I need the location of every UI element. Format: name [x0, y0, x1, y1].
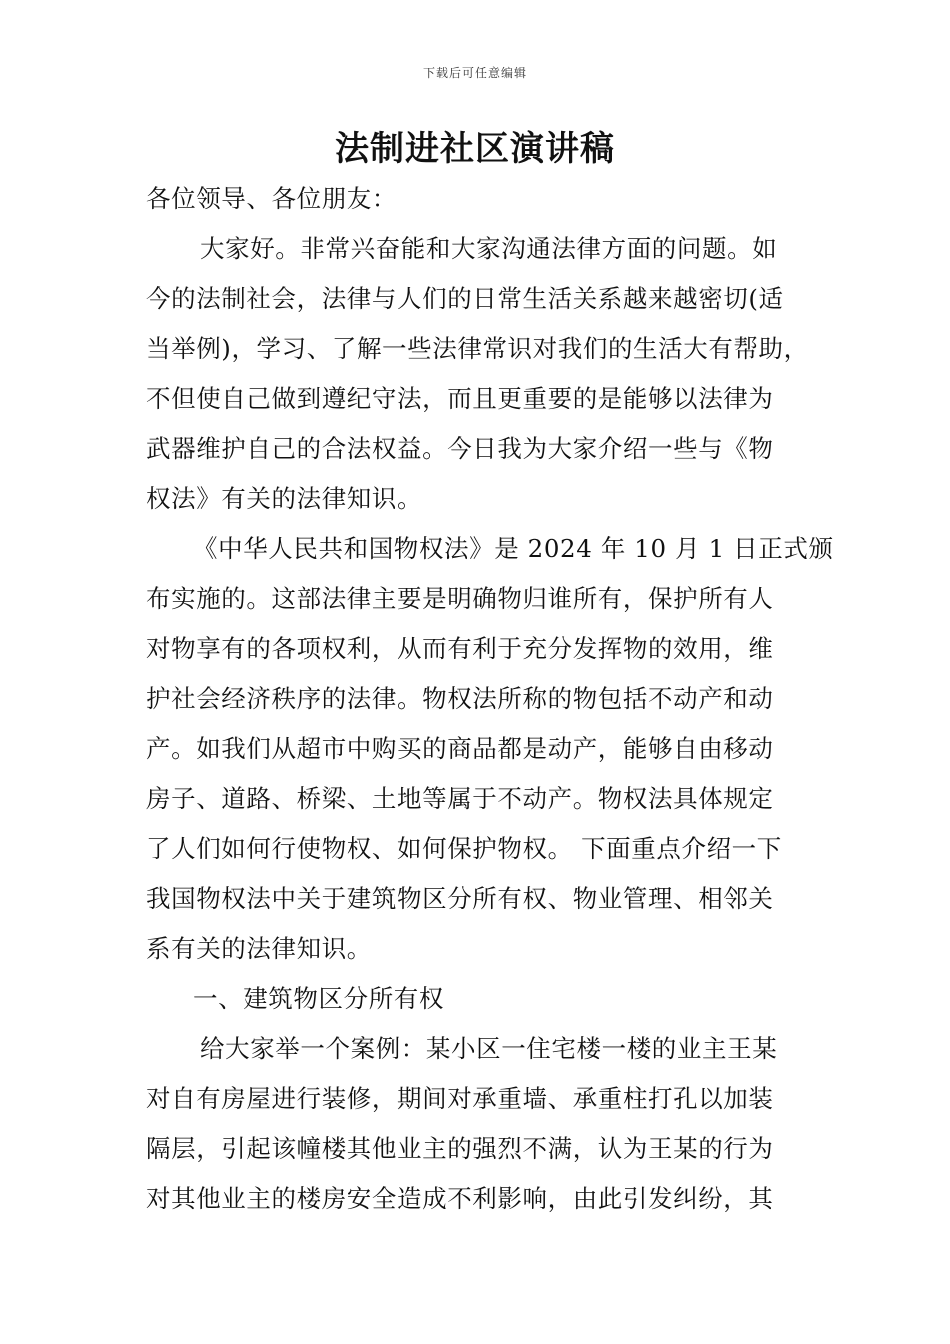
paragraph-line: 今的法制社会，法律与人们的日常生活关系越来越密切(适 — [146, 284, 784, 313]
paragraph-line: 当举例)，学习、了解一些法律常识对我们的生活大有帮助， — [146, 334, 809, 363]
paragraph-line: 对物享有的各项权利，从而有利于充分发挥物的效用，维 — [146, 634, 774, 663]
paragraph-line: 武器维护自己的合法权益。今日我为大家介绍一些与《物 — [146, 434, 774, 463]
paragraph-line: 房子、道路、桥梁、土地等属于不动产。物权法具体规定 — [146, 784, 774, 813]
paragraph-line: 系有关的法律知识。 — [146, 934, 372, 963]
document-body — [146, 174, 834, 1224]
paragraph-line: 我国物权法中关于建筑物区分所有权、物业管理、相邻关 — [146, 884, 774, 913]
paragraph-line: 布实施的。这部法律主要是明确物归谁所有，保护所有人 — [146, 584, 774, 613]
paragraph-line: 对其他业主的楼房安全造成不利影响，由此引发纠纷，其 — [146, 1184, 774, 1213]
section-heading: 一、建筑物区分所有权 — [193, 984, 444, 1013]
paragraph-line: 产。如我们从超市中购买的商品都是动产，能够自由移动 — [146, 734, 774, 763]
paragraph-line: 权法》有关的法律知识。 — [146, 484, 423, 513]
paragraph-line: 《中华人民共和国物权法》是 2024 年 10 月 1 日正式颁 — [193, 534, 834, 563]
paragraph-line: 大家好。非常兴奋能和大家沟通法律方面的问题。如 — [200, 234, 778, 263]
paragraph-line: 隔层，引起该幢楼其他业主的强烈不满，认为王某的行为 — [146, 1134, 774, 1163]
document-title: 法制进社区演讲稿 — [335, 129, 615, 169]
header-note: 下载后可任意编辑 — [422, 66, 527, 80]
paragraph-line: 了人们如何行使物权、如何保护物权。 下面重点介绍一下 — [146, 834, 782, 863]
paragraph-line: 给大家举一个案例：某小区一住宅楼一楼的业主王某 — [200, 1034, 778, 1063]
salutation-line: 各位领导、各位朋友： — [146, 184, 397, 213]
paragraph-line: 不但使自己做到遵纪守法，而且更重要的是能够以法律为 — [146, 384, 774, 413]
paragraph-line: 护社会经济秩序的法律。物权法所称的物包括不动产和动 — [146, 684, 774, 713]
paragraph-line: 对自有房屋进行装修，期间对承重墙、承重柱打孔以加装 — [146, 1084, 774, 1113]
